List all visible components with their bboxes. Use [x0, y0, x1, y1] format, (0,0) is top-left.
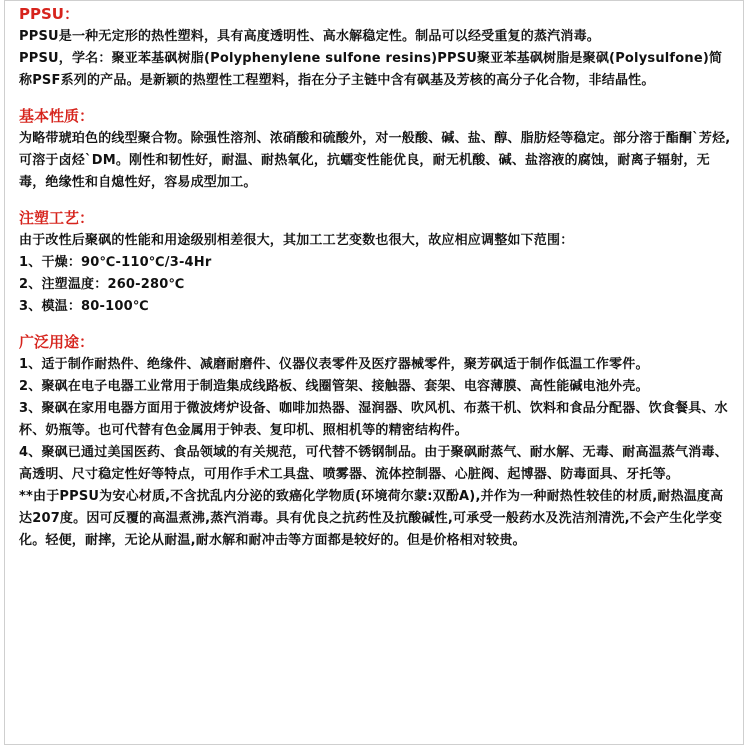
note-paragraph: **由于PPSU为安心材质,不含扰乱内分泌的致癌化学物质(环境荷尔蒙:双酚A),并作为一种耐热性较佳的材质,耐热温度高达207度。因可反覆的高温煮沸,蒸汽消毒。具有优良之抗药性及抗酸碱性,可承受一般药水及洗洁剂清洗,不会产生化学变化。轻便，耐摔，无论从耐温,耐水解和耐冲击等方面都是较好的。但是价格相对较贵。 — [19, 489, 724, 548]
section-heading: 基本性质： — [19, 107, 95, 125]
section-ppsu — [19, 2, 731, 92]
paragraph: 为略带琥珀色的线型聚合物。除强性溶剂、浓硝酸和硫酸外，对一般酸、碱、盐、醇、脂肪烃等稳定。部分溶于酯酮`芳烃,可溶于卤烃`DM。刚性和韧性好，耐温、耐热氧化，抗蠕变性能优良，耐无机酸、碱、盐溶液的腐蚀，耐离子辐射，无毒，绝缘性和自熄性好，容易成型加工。 — [19, 131, 731, 190]
paragraph: PPSU是一种无定形的热性塑料，具有高度透明性、高水解稳定性。制品可以经受重复的蒸汽消毒。 — [19, 29, 600, 44]
list-item: 3、模温：80-100℃ — [19, 299, 149, 314]
section-applications — [19, 330, 731, 552]
section-basic-properties — [19, 104, 731, 194]
list-item: 2、聚砜在电子电器工业常用于制造集成线路板、线圈管架、接触器、套架、电容薄膜、高性能碱电池外壳。 — [19, 379, 649, 394]
paragraph: 由于改性后聚砜的性能和用途级别相差很大，其加工工艺变数也很大，故应相应调整如下范围： — [19, 233, 574, 248]
list-item: 3、聚砜在家用电器方面用于微波烤炉设备、咖啡加热器、湿润器、吹风机、布蒸干机、饮料和食品分配器、饮食餐具、水杯、奶瓶等。也可代替有色金属用于钟表、复印机、照相机等的精密结构件。 — [19, 401, 728, 438]
section-heading: PPSU： — [19, 5, 79, 23]
list-item: 1、干燥：90℃-110℃/3-4Hr — [19, 255, 212, 270]
section-heading: 注塑工艺： — [19, 209, 95, 227]
section-injection-process — [19, 206, 731, 318]
list-item: 2、注塑温度：260-280℃ — [19, 277, 185, 292]
document-page — [4, 0, 744, 745]
list-item: 4、聚砜已通过美国医药、食品领域的有关规范，可代替不锈钢制品。由于聚砜耐蒸气、耐水解、无毒、耐高温蒸气消毒、高透明、尺寸稳定性好等特点，可用作手术工具盘、喷雾器、流体控制器、心脏阀、起博器、防毒面具、牙托等。 — [19, 445, 728, 482]
section-spacer — [19, 194, 731, 206]
list-item: 1、适于制作耐热件、绝缘件、减磨耐磨件、仪器仪表零件及医疗器械零件，聚芳砜适于制作低温工作零件。 — [19, 357, 649, 372]
paragraph: PPSU，学名：聚亚苯基砜树脂(Polyphenylene sulfone resins)PPSU聚亚苯基砜树脂是聚砜(Polysulfone)简称PSF系列的产品。是新颖的热塑性工程塑料，指在分子主链中含有砜基及芳核的高分子化合物，非结晶性。 — [19, 51, 723, 88]
section-spacer — [19, 92, 731, 104]
section-heading: 广泛用途： — [19, 333, 95, 351]
section-spacer — [19, 318, 731, 330]
